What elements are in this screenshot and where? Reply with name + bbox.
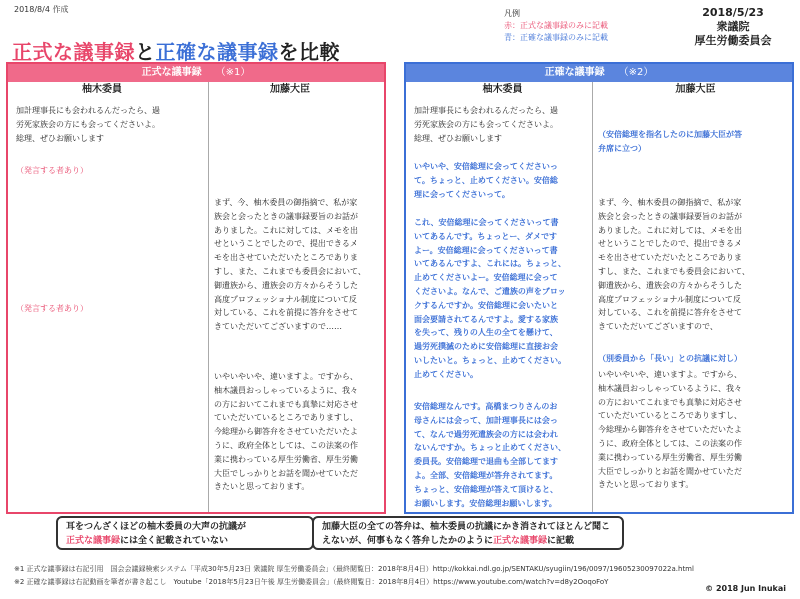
title-official: 正式な議事録 (12, 40, 135, 64)
legend-blue: 青：正確な議事録のみに記載 (504, 33, 608, 42)
legend-red: 赤：正式な議事録のみに記載 (504, 21, 608, 30)
accurate-panel-header (406, 64, 792, 82)
accurate-yuzuki-protest-1: いやいや、安倍総理に会ってくださいっ て。ちょっと、止めてください。安倍総 理に会ってくださいって。 (414, 162, 558, 199)
created-date: 2018/8/4 作成 (14, 5, 69, 14)
legend (504, 8, 608, 44)
official-yuzuki-noise-1: （発言する者あり） (16, 166, 88, 175)
callout1-line1: 耳をつんざくほどの柚木委員の大声の抗議が (66, 522, 247, 532)
accurate-kato-text-2: いやいやいや、違いますよ。ですから、 柚木議員おっしゃっているように、我々 の方においてこれまでも真摯に対応させ ていただいているところでありますし、 今総理から御答弁をさせていただいたよ うに、政府全体としては、この法案の作 業に携わっている厚生労働省、厚生労働 大臣でしっかりとお話を聞かせていただ きたいと思っております。 (598, 370, 742, 490)
official-kato-text-2: いやいやいや、違いますよ。ですから、 柚木議員おっしゃっているように、我々 の方においてこれまでも真摯に対応させ ていただいているところでありますし、 今総理から御答弁をさせていただいたよ うに、政府全体としては、この法案の作 業に携わっている厚生労働省、厚生労働 大臣でしっかりとお話を聞かせていただ きたいと思っております。 (214, 372, 358, 492)
title-compare: を比較 (278, 40, 340, 64)
official-kato-text-1: まず、今、柚木委員の御指摘で、私が家 族会と会ったときの議事録要旨のお話が ありました。これに対しては、メモを出 せということでしたので、提出できるメ モを出させていただいたところでありま すし、また、これまでも委員会において、 御遺族から、遺族会の方々からそうした 高度プロフェッショナル制度について反 対している、これを前提に答弁をさせて きていただいてございますので…… (214, 198, 366, 332)
callout2-line2b: に記載 (547, 536, 575, 546)
legend-title: 凡例 (504, 9, 520, 18)
official-panel-title: 正式な議事録 (141, 67, 202, 78)
accurate-record-panel (404, 62, 794, 514)
callout1-rest: には全く記載されていない (120, 536, 229, 546)
official-divider (208, 82, 209, 512)
accurate-kato-text-1: まず、今、柚木委員の御指摘で、私が家 族会と会ったときの議事録要旨のお話が ありました。これに対しては、メモを出 せということでしたので、提出できるメ モを出させていただいたところでありま すし、また、これまでも委員会において、 御遺族から、遺族会の方々からそうした 高度プロフェッショナル制度について反 対している、これを前提に答弁をさせて きていただいてございますので、 (598, 198, 750, 332)
copyright: © 2018 Jun Inukai (705, 584, 786, 593)
official-panel-header (8, 64, 384, 82)
accurate-panel-title: 正確な議事録 (544, 67, 605, 78)
callout1-red: 正式な議事録 (66, 536, 121, 546)
accurate-panel-note: （※2） (618, 67, 654, 78)
callout-kato-answers (312, 516, 624, 550)
official-panel-note: （※1） (215, 67, 251, 78)
accurate-column-headers (406, 82, 792, 98)
accurate-kato-stage-note-2: （別委員から「長い」との抗議に対し） (598, 354, 742, 363)
footnote-2: ※2 正確な議事録は右記動画を筆者が書き起こし Youtube「2018年5月23日午後 厚生労働委員会」（最終閲覧日：2018年8月4日）https://www.youtube.com/watch?v=d8y2OoqoFoY (14, 578, 609, 586)
official-col-kato: 加藤大臣 (270, 84, 310, 95)
official-col-yuzuki: 柚木委員 (82, 84, 122, 95)
accurate-yuzuki-protest-3: 安倍総理なんです。高橋まつりさんのお 母さんには会って、加計理事長には会っ て、なんで過労死遺族会の方には会われ ないんですか。ちょっと止めてください、 委員長。安倍総理で退曲も全部してます よ。全部、安倍総理が答弁されてます。 ちょっと、安倍総理が答えて頂けると、 お願いします。安倍総理お願いします。 (414, 402, 566, 508)
title-and: と (135, 40, 156, 64)
accurate-col-yuzuki: 柚木委員 (482, 84, 523, 95)
callout-official-omission (56, 516, 314, 550)
official-yuzuki-text-1: 加計理事長にも会われるんだったら、過 労死家族会の方にも会ってくださいよ。 総理、ぜひお願いします (16, 106, 160, 143)
official-column-headers (8, 82, 384, 98)
accurate-yuzuki-text-1: 加計理事長にも会われるんだったら、過 労死家族会の方にも会ってくださいよ。 総理、ぜひお願いします (414, 106, 558, 143)
session-committee: 厚生労働委員会 (694, 34, 772, 47)
callout2-line1: 加藤大臣の全ての答弁は、柚木委員の抗議にかき消されてほとんど聞こ (322, 522, 611, 532)
accurate-col-kato: 加藤大臣 (675, 84, 716, 95)
footnote-1: ※1 正式な議事録は右記引用 国会会議録検索システム「平成30年5月23日 衆議院 厚生労働委員会」（最終閲覧日：2018年8月4日）http://kokkai.ndl.go.jp/SENTAKU/syugiin/196/0097/19605230097022a.html (14, 565, 694, 573)
callout2-line2a: えないが、何事もなく答弁したかのように (322, 536, 494, 546)
accurate-yuzuki-protest-2: これ、安倍総理に会ってくださいって書 いてあるんです。ちょっとー、ダメです よー。安倍総理に会ってくださいって書 いてあるんですよ、これには。ちょっと、 止めてくださいよー。安倍総理に会って くださいよ。なんで、ご遺族の声をブロッ クするんですか。安倍総理に会いたいと 面会要請されてるんですよ。愛する家族 を失って、残りの人生の全てを懸けて、 過労死撲滅のために安倍総理に直接お会 いしたいと。ちょっと、止めてください。 止めてください。 (414, 218, 566, 379)
callout1-line2 (66, 534, 304, 548)
accurate-kato-stage-note-1: （安倍総理を指名したのに加藤大臣が答 弁席に立つ） (598, 130, 742, 153)
callout2-red: 正式な議事録 (493, 536, 548, 546)
official-yuzuki-noise-2: （発言する者あり） (16, 304, 88, 313)
session-info (678, 6, 788, 48)
callout2-line2 (322, 534, 614, 548)
page-title (12, 36, 340, 65)
accurate-divider (592, 82, 593, 512)
session-date: 2018/5/23 (702, 6, 764, 19)
official-record-panel (6, 62, 386, 514)
session-chamber: 衆議院 (716, 20, 750, 33)
title-accurate: 正確な議事録 (155, 40, 279, 64)
